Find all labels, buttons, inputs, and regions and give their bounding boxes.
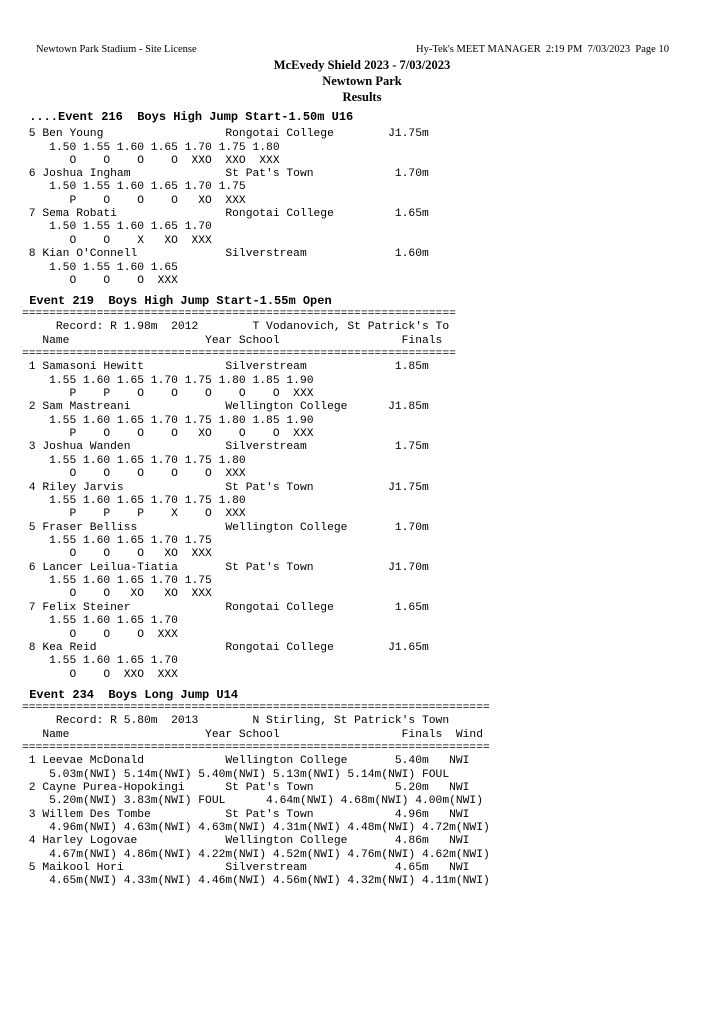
report-line: 1.50 1.55 1.60 1.65 1.70 xyxy=(22,221,212,233)
meet-title: McEvedy Shield 2023 - 7/03/2023 xyxy=(273,58,451,72)
report-line: 5 Fraser Belliss Wellington College 1.70m xyxy=(22,522,429,534)
report-line: O O O O XXO XXO XXX xyxy=(22,155,280,167)
report-line: 2 Sam Mastreani Wellington College J1.85m xyxy=(22,401,429,413)
event-heading: Event 219 Boys High Jump Start-1.55m Open xyxy=(22,294,332,308)
report-line: 5 Ben Young Rongotai College J1.75m xyxy=(22,128,429,140)
report-line: 5.03m(NWI) 5.14m(NWI) 5.40m(NWI) 5.13m(NWI) 5.14m(NWI) FOUL xyxy=(22,769,450,781)
report-line: 6 Joshua Ingham St Pat's Town 1.70m xyxy=(22,168,429,180)
software-page-info: Hy-Tek's MEET MANAGER 2:19 PM 7/03/2023 Page 10 xyxy=(416,44,669,55)
report-line: O O O XXX xyxy=(22,629,178,641)
report-line: 1.55 1.60 1.65 1.70 xyxy=(22,655,178,667)
report-line: ===================================================================== xyxy=(22,742,490,754)
report-line: 4 Riley Jarvis St Pat's Town J1.75m xyxy=(22,482,429,494)
report-line: 1.55 1.60 1.65 1.70 1.75 1.80 xyxy=(22,495,246,507)
report-line: Record: R 1.98m 2012 T Vodanovich, St Patrick's To xyxy=(22,321,450,333)
report-line: 4.67m(NWI) 4.86m(NWI) 4.22m(NWI) 4.52m(NWI) 4.76m(NWI) 4.62m(NWI) xyxy=(22,849,490,861)
report-line: 1.55 1.60 1.65 1.70 1.75 1.80 1.85 1.90 xyxy=(22,375,314,387)
report-line: 1.55 1.60 1.65 1.70 1.75 xyxy=(22,535,212,547)
report-line: 2 Cayne Purea-Hopokingi St Pat's Town 5.20m NWI xyxy=(22,782,470,794)
report-line: O O XO XO XXX xyxy=(22,588,212,600)
results-title: Results xyxy=(342,90,382,104)
report-line: 4.96m(NWI) 4.63m(NWI) 4.63m(NWI) 4.31m(NWI) 4.48m(NWI) 4.72m(NWI) xyxy=(22,822,490,834)
report-line: 1.55 1.60 1.65 1.70 1.75 1.80 1.85 1.90 xyxy=(22,415,314,427)
report-line: 5.20m(NWI) 3.83m(NWI) FOUL 4.64m(NWI) 4.68m(NWI) 4.00m(NWI) xyxy=(22,795,483,807)
report-line: 1 Samasoni Hewitt Silverstream 1.85m xyxy=(22,361,429,373)
report-line: O O O XO XXX xyxy=(22,548,212,560)
report-line: Record: R 5.80m 2013 N Stirling, St Patrick's Town xyxy=(22,715,450,727)
report-line: 4.65m(NWI) 4.33m(NWI) 4.46m(NWI) 4.56m(NWI) 4.32m(NWI) 4.11m(NWI) xyxy=(22,875,490,887)
report-line: 1 Leevae McDonald Wellington College 5.40m NWI xyxy=(22,755,470,767)
report-line: 1.50 1.55 1.60 1.65 xyxy=(22,262,178,274)
license-line: Newtown Park Stadium - Site License xyxy=(36,44,197,55)
report-line: 5 Maikool Hori Silverstream 4.65m NWI xyxy=(22,862,470,874)
report-line: 6 Lancer Leilua-Tiatia St Pat's Town J1.70m xyxy=(22,562,429,574)
report-line: 8 Kea Reid Rongotai College J1.65m xyxy=(22,642,429,654)
report-line: Name Year School Finals xyxy=(22,335,443,347)
report-line: 7 Felix Steiner Rongotai College 1.65m xyxy=(22,602,429,614)
report-line: ===================================================================== xyxy=(22,702,490,714)
event-heading: ....Event 216 Boys High Jump Start-1.50m U16 xyxy=(22,110,354,124)
report-line: 7 Sema Robati Rongotai College 1.65m xyxy=(22,208,429,220)
report-line: P P P X O XXX xyxy=(22,508,246,520)
report-line: 3 Willem Des Tombe St Pat's Town 4.96m NWI xyxy=(22,809,470,821)
report-line: 1.50 1.55 1.60 1.65 1.70 1.75 1.80 xyxy=(22,142,280,154)
report-line: Name Year School Finals Wind xyxy=(22,729,483,741)
report-line: 8 Kian O'Connell Silverstream 1.60m xyxy=(22,248,429,260)
event-heading: Event 234 Boys Long Jump U14 xyxy=(22,688,239,702)
report-line: P P O O O O O XXX xyxy=(22,388,314,400)
report-line: O O O XXX xyxy=(22,275,178,287)
report-line: 1.55 1.60 1.65 1.70 1.75 1.80 xyxy=(22,455,246,467)
report-line: P O O O XO O O XXX xyxy=(22,428,314,440)
report-line: O O O O O XXX xyxy=(22,468,246,480)
report-line: 3 Joshua Wanden Silverstream 1.75m xyxy=(22,441,429,453)
report-line: 1.55 1.60 1.65 1.70 xyxy=(22,615,178,627)
report-line: ================================================================ xyxy=(22,348,456,360)
report-line: ================================================================ xyxy=(22,308,456,320)
report-line: 4 Harley Logovae Wellington College 4.86m NWI xyxy=(22,835,470,847)
report-line: 1.50 1.55 1.60 1.65 1.70 1.75 xyxy=(22,181,246,193)
report-line: O O X XO XXX xyxy=(22,235,212,247)
report-line: P O O O XO XXX xyxy=(22,195,246,207)
report-line: 1.55 1.60 1.65 1.70 1.75 xyxy=(22,575,212,587)
venue-title: Newtown Park xyxy=(322,74,402,88)
report-line: O O XXO XXX xyxy=(22,669,178,681)
